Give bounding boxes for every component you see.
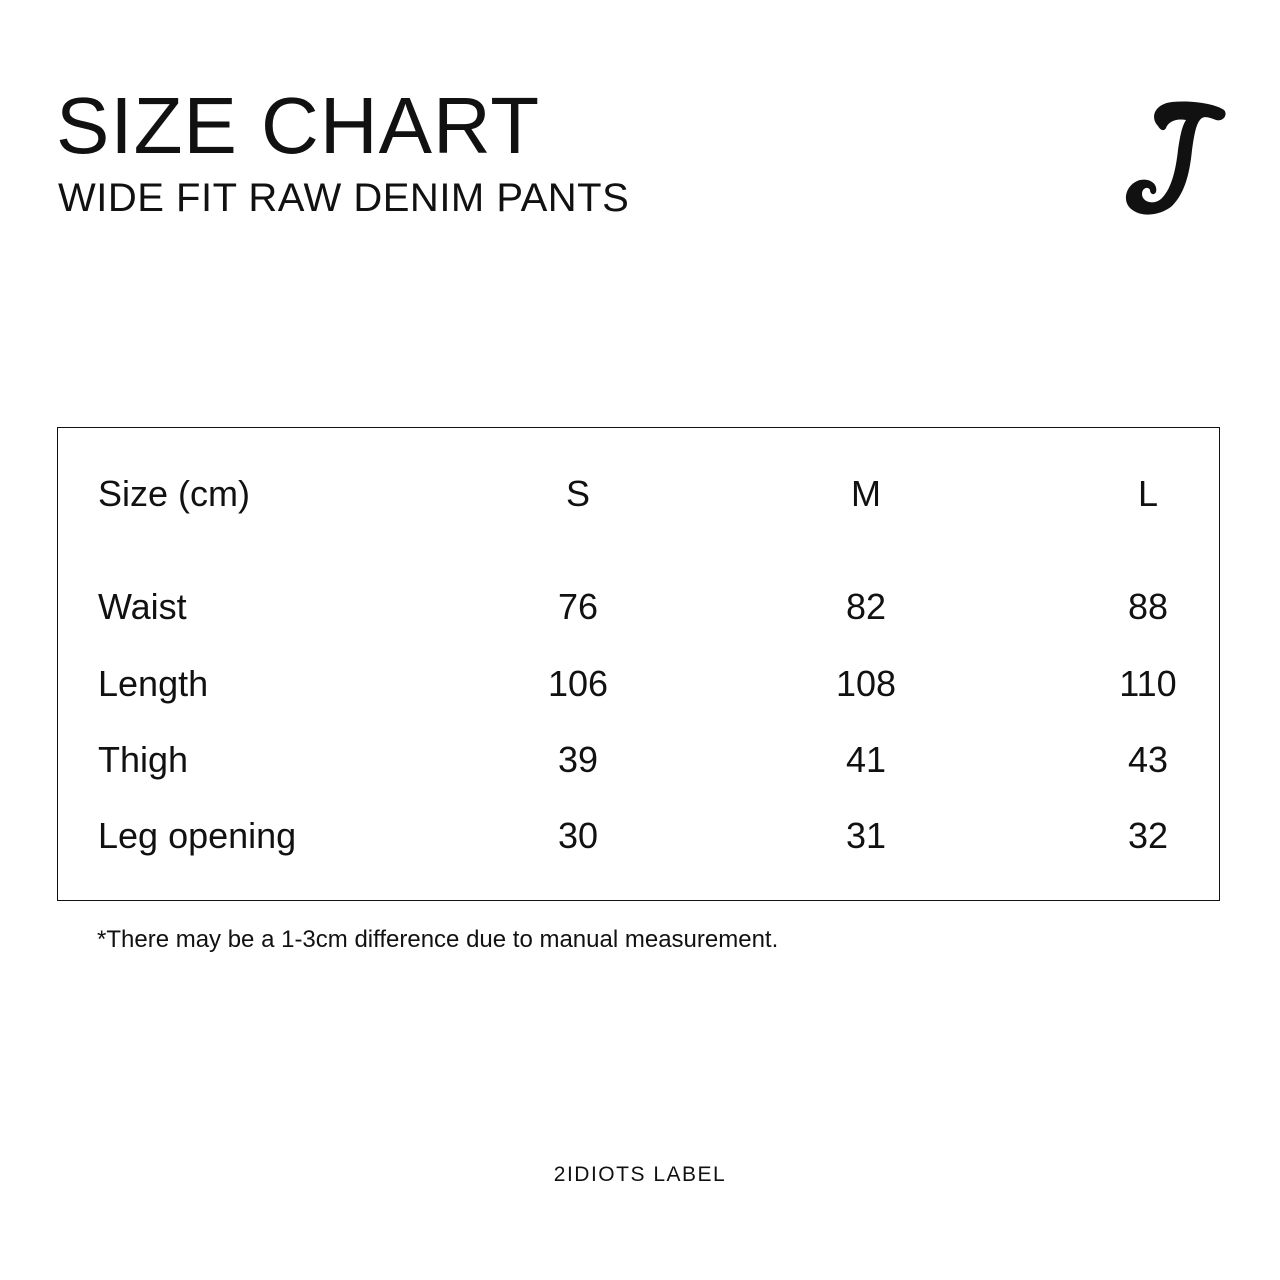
cell-value: 88 [1127, 586, 1169, 627]
page-title: SIZE CHART [56, 81, 541, 170]
row-label: Length [98, 663, 209, 704]
row-label: Leg opening [98, 815, 297, 856]
cell-value: 32 [1127, 815, 1169, 856]
row-label: Waist [98, 586, 187, 627]
cell-value: 43 [1127, 739, 1169, 780]
page-subtitle: WIDE FIT RAW DENIM PANTS [58, 176, 630, 220]
cell-value: 110 [1119, 663, 1177, 704]
brand-footer: 2IDIOTS LABEL [553, 1163, 727, 1186]
cell-value: 31 [845, 815, 887, 856]
table-row [58, 732, 1219, 788]
column-header-s: S [565, 473, 590, 514]
column-header-l: L [1137, 473, 1159, 514]
table-row [58, 656, 1219, 712]
table-header-row [58, 466, 1219, 522]
cell-value: 39 [557, 739, 599, 780]
measurement-note: *There may be a 1-3cm difference due to manual measurement. [97, 926, 779, 953]
size-table [57, 427, 1220, 901]
table-row [58, 579, 1219, 635]
column-header-size: Size (cm) [98, 473, 250, 514]
column-header-m: M [851, 473, 881, 514]
script-letter-j-logo-icon [1120, 96, 1230, 220]
cell-value: 82 [845, 586, 887, 627]
cell-value: 76 [557, 586, 599, 627]
row-label: Thigh [98, 739, 189, 780]
cell-value: 30 [557, 815, 599, 856]
table-row [58, 808, 1219, 864]
cell-value: 108 [835, 663, 897, 704]
cell-value: 41 [845, 739, 887, 780]
cell-value: 106 [547, 663, 609, 704]
